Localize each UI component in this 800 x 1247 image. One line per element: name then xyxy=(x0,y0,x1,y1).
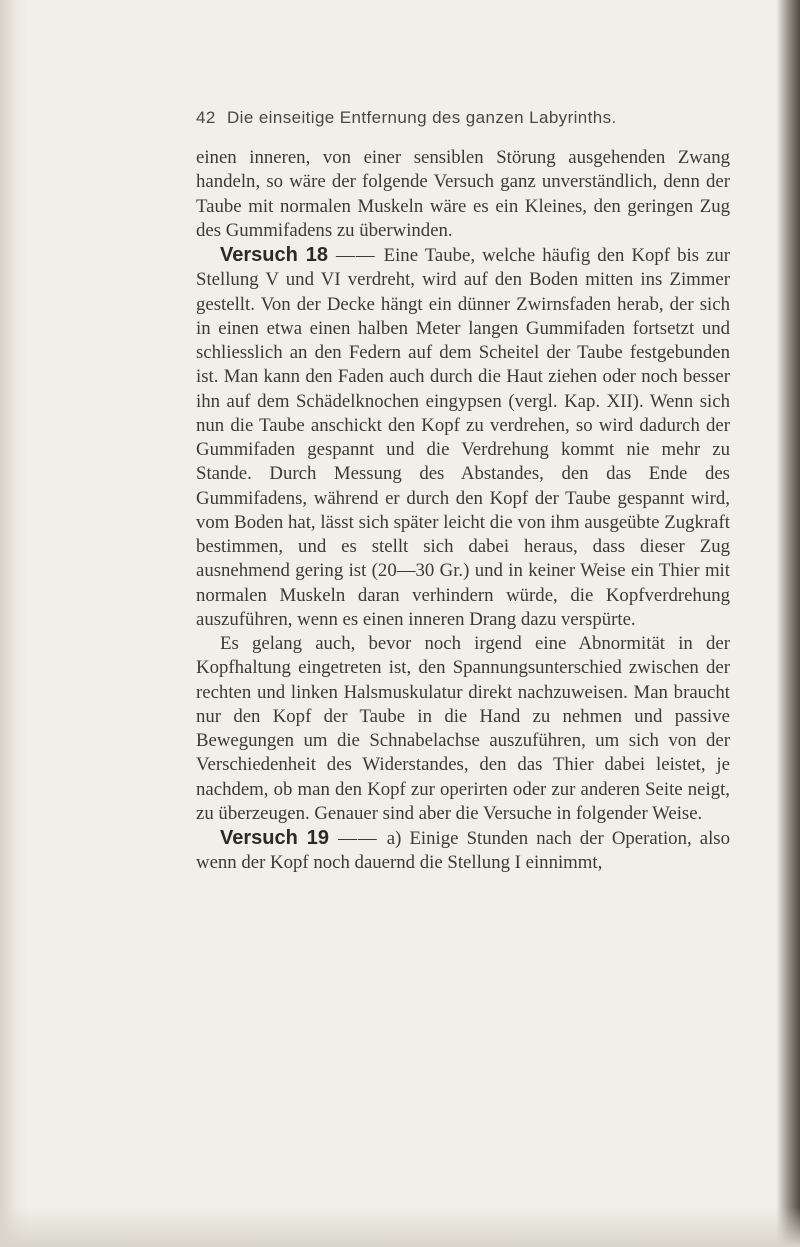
paragraph-versuch-18 xyxy=(196,243,730,632)
heading-dash: —— xyxy=(327,245,384,266)
page-edge-left xyxy=(0,0,28,1247)
paragraph-continuation: einen inneren, von einer sensiblen Störung ausgehenden Zwang handeln, so wäre der folgende Versuch ganz unverständlich, denn der Taube mit normalen Muskeln wäre es ein Kleines, den geringen Zug des Gummifadens zu überwinden. xyxy=(196,147,730,241)
paragraph-text: a) Einige Stunden nach der Operation, also wenn der Kopf noch dauernd die Stellung I einnimmt, xyxy=(196,828,730,874)
page-edge-bottom xyxy=(0,1207,800,1247)
page-number: 42 xyxy=(196,108,216,127)
body-text xyxy=(196,146,730,876)
paragraph-text: Eine Taube, welche häufig den Kopf bis zur Stellung V und VI verdreht, wird auf den Boden mitten ins Zimmer gestellt. Von der Decke hängt ein dünner Zwirnsfaden herab, der sich in einen etwa einen halben Meter langen Gummifaden fortsetzt und schliesslich an den Federn auf dem Scheitel der Taube festgebunden ist. Man kann den Faden auch durch die Haut ziehen oder noch besser ihn auf dem Schädelknochen eingypsen (vergl. Kap. XII). Wenn sich nun die Taube anschickt den Kopf zu verdrehen, so wird dadurch der Gummifaden gespannt und die Verdrehung kommt nie mehr zu Stande. Durch Messung des Abstandes, den das Ende des Gummifadens, während er durch den Kopf der Taube gespannt wird, vom Boden hat, lässt sich später leicht die von ihm ausgeübte Zugkraft bestimmen, und es stellt sich dabei heraus, dass dieser Zug ausnehmend gering ist (20—30 Gr.) und in keiner Weise ein Thier mit normalen Muskeln daran verhindern würde, die Kopfverdrehung auszuführen, wenn es einen inneren Drang dazu verspürte. xyxy=(196,245,731,630)
paragraph-spannungsunterschied: Es gelang auch, bevor noch irgend eine Abnormität in der Kopfhaltung eingetreten ist, den Spannungsunterschied zwischen der rechten und linken Halsmuskulatur direkt nachzuweisen. Man braucht nur den Kopf der Taube in die Hand zu nehmen und passive Bewegungen um die Schnabelachse auszuführen, um sich von der Verschiedenheit des Widerstandes, den das Thier dabei leistet, je nachdem, ob man den Kopf zur operirten oder zur anderen Seite neigt, zu überzeugen. Genauer sind aber die Versuche in folgender Weise. xyxy=(196,633,730,824)
experiment-heading-18: Versuch 18 xyxy=(220,244,328,266)
heading-dash: —— xyxy=(329,828,387,849)
page-edge-right xyxy=(776,0,800,1247)
paragraph-versuch-19 xyxy=(196,826,730,876)
running-title: Die einseitige Entfernung des ganzen Labyrinths. xyxy=(227,108,617,127)
experiment-heading-19: Versuch 19 xyxy=(220,827,330,849)
